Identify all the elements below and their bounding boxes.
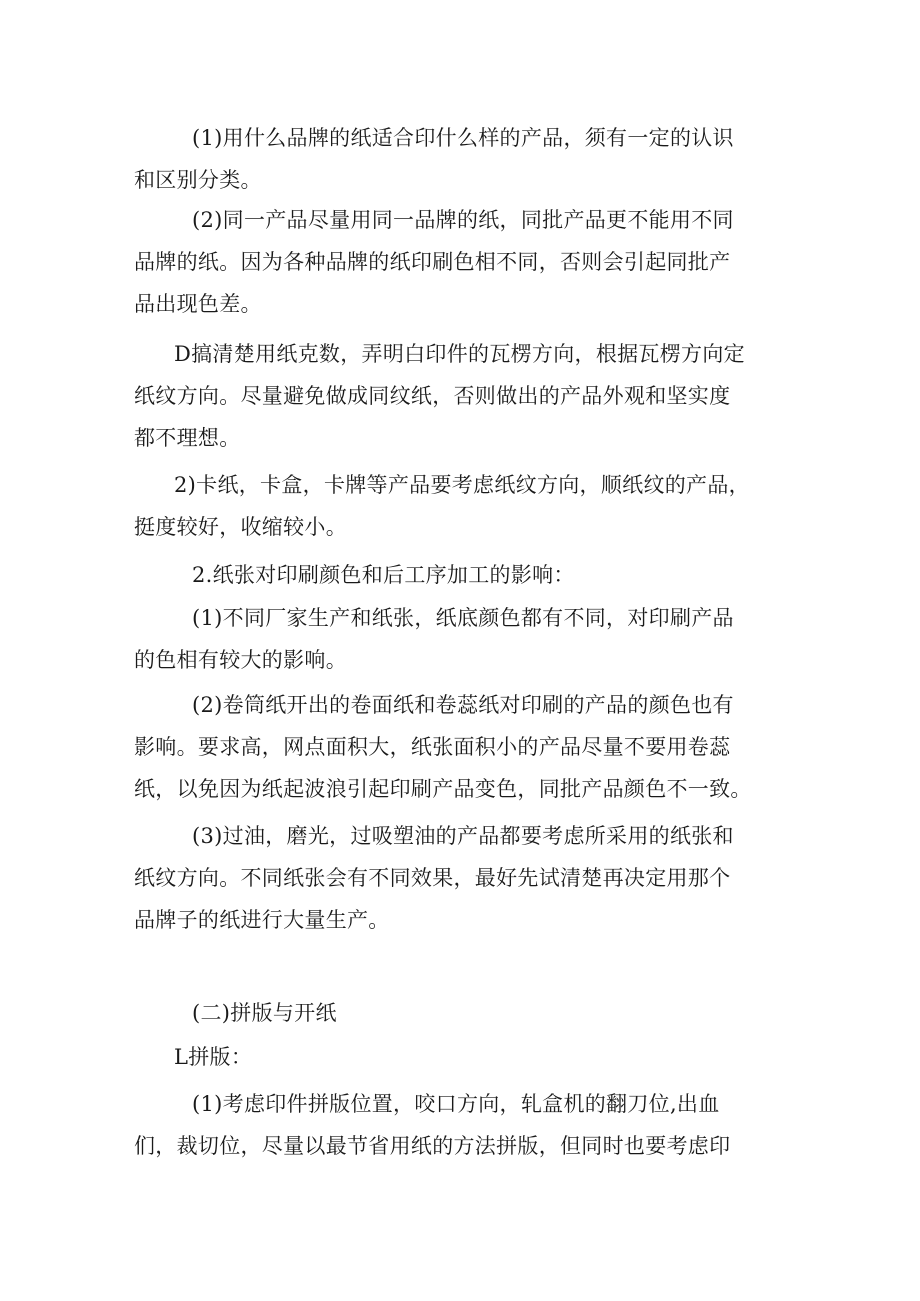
text-line: 影响。要求高，网点面积大，纸张面积小的产品尽量不要用卷蕊 xyxy=(134,735,731,759)
text-line: (二)拼版与开纸 xyxy=(192,1001,337,1025)
paragraph-manufacturer-difference xyxy=(134,597,794,681)
section-heading-paper-influence xyxy=(134,554,794,596)
text-line: (2)同一产品尽量用同一品牌的纸，同批产品更不能用不同 xyxy=(192,208,734,232)
paragraph-paper-brand-classification xyxy=(134,117,794,201)
text-line: (3)过油，磨光，过吸塑油的产品都要考虑所采用的纸张和 xyxy=(192,824,734,848)
text-line: (1)不同厂家生产和纸张，纸底颜色都有不同，对印刷产品 xyxy=(192,606,734,630)
text-line: 们，裁切位，尽量以最节省用纸的方法拼版，但同时也要考虑印 xyxy=(134,1134,731,1158)
text-line: 挺度较好，收缩较小。 xyxy=(134,515,347,539)
text-line: (1)考虑印件拼版位置，咬口方向，轧盒机的翻刀位,出血 xyxy=(192,1092,720,1116)
text-line: 和区别分类。 xyxy=(134,168,262,192)
text-line: D搞清楚用纸克数，弄明白印件的瓦楞方向，根据瓦楞方向定 xyxy=(174,342,745,366)
paragraph-same-brand-paper xyxy=(134,199,794,325)
text-line: 纸，以免因为纸起波浪引起印刷产品变色，同批产品颜色不一致。 xyxy=(134,777,752,801)
paragraph-oiling-polishing xyxy=(134,815,794,941)
text-line: 纸纹方向。不同纸张会有不同效果，最好先试清楚再决定用那个 xyxy=(134,866,731,890)
text-line: 品牌子的纸进行大量生产。 xyxy=(134,908,390,932)
text-line: 2)卡纸，卡盒，卡牌等产品要考虑纸纹方向，顺纸纹的产品， xyxy=(174,473,750,497)
text-line: 2.纸张对印刷颜色和后工序加工的影响： xyxy=(192,563,575,587)
section-heading-imposition xyxy=(134,992,794,1034)
text-line: L拼版： xyxy=(174,1045,253,1069)
paragraph-roll-paper xyxy=(134,684,794,810)
text-line: 纸纹方向。尽量避免做成同纹纸，否则做出的产品外观和坚实度 xyxy=(134,384,731,408)
text-line: 品牌的纸。因为各种品牌的纸印刷色相不同，否则会引起同批产 xyxy=(134,250,731,274)
text-line: 的色相有较大的影响。 xyxy=(134,648,347,672)
subheading-imposition xyxy=(134,1036,794,1078)
paragraph-card-grain xyxy=(134,464,794,548)
paragraph-imposition-position xyxy=(134,1083,794,1167)
paragraph-paper-weight-grain xyxy=(134,333,794,459)
text-line: (2)卷筒纸开出的卷面纸和卷蕊纸对印刷的产品的颜色也有 xyxy=(192,693,734,717)
text-line: 都不理想。 xyxy=(134,426,241,450)
text-line: (1)用什么品牌的纸适合印什么样的产品，须有一定的认识 xyxy=(192,126,734,150)
text-line: 品出现色差。 xyxy=(134,292,262,316)
